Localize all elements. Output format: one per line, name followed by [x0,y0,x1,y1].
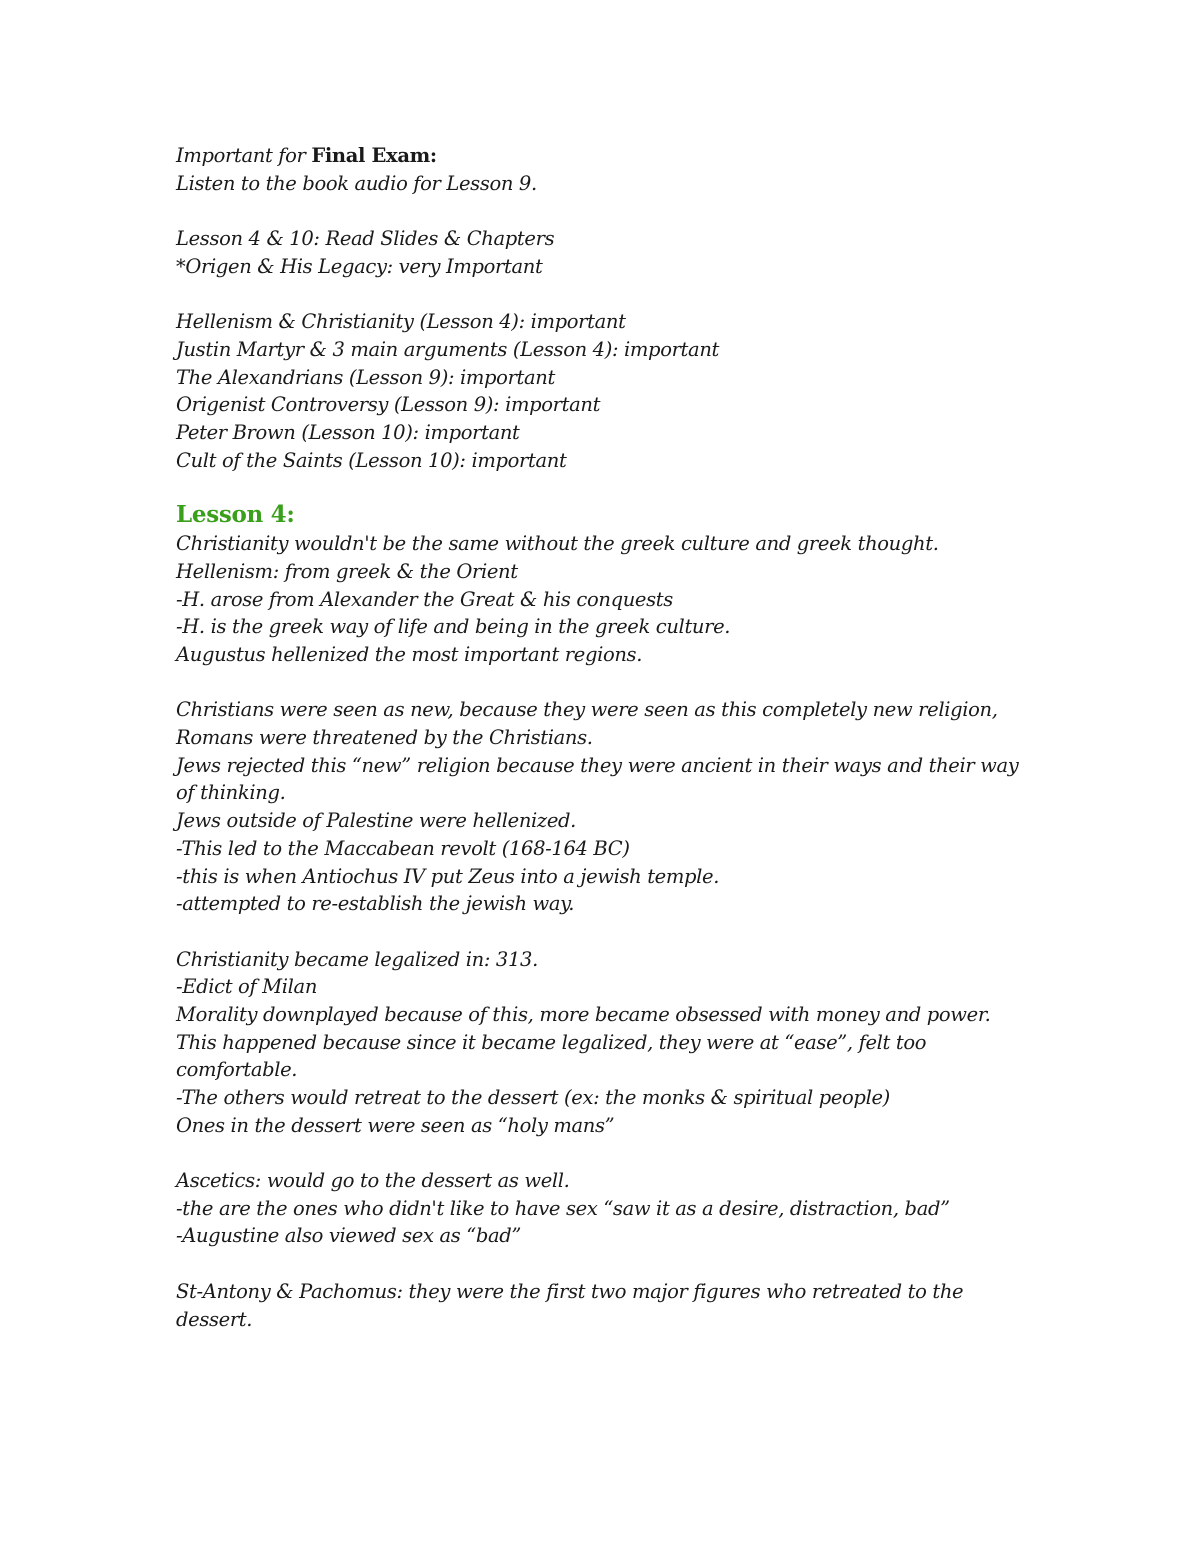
note-line: of thinking. [176,781,286,805]
lesson-4-heading: Lesson 4: [176,501,295,529]
note-line: Christianity became legalized in: 313. [176,947,538,971]
final-exam-label: Final Exam: [311,144,437,167]
note-line: -Augustine also viewed sex as “bad” [176,1224,522,1248]
note-line: dessert. [176,1307,253,1331]
note-line: Ascetics: would go to the dessert as well. [176,1169,570,1193]
topic-line: Cult of the Saints (Lesson 10): important [176,448,567,472]
reading-line-2: *Origen & His Legacy: very Important [176,254,543,278]
note-line: Morality downplayed because of this, more became obsessed with money and power. [176,1002,991,1026]
spacer [176,1139,1056,1167]
note-line: -The others would retreat to the dessert (ex: the monks & spiritual people) [176,1086,890,1109]
reading-line-1: Lesson 4 & 10: Read Slides & Chapters [176,227,555,251]
note-line: St-Antony & Pachomus: they were the first two major figures who retreated to the [176,1279,964,1303]
spacer [176,197,1056,225]
topic-line: The Alexandrians (Lesson 9): important [176,365,555,389]
topic-line: Justin Martyr & 3 main arguments (Lesson 4): important [176,337,720,361]
note-line: Christians were seen as new, because they were seen as this completely new religion, [176,698,998,722]
note-line: -H. is the greek way of life and being in the greek culture. [176,615,731,639]
topic-line: Peter Brown (Lesson 10): important [176,420,520,444]
note-line: -the are the ones who didn't like to have sex “saw it as a desire, distraction, bad” [176,1196,950,1220]
intro-italic-text: Important for [176,144,312,167]
note-line: Augustus hellenized the most important regions. [176,643,643,666]
document-page [176,142,1056,1333]
note-line: Jews outside of Palestine were hellenized. [176,809,577,833]
note-line: -this is when Antiochus IV put Zeus into a jewish temple. [176,864,720,888]
note-line: -Edict of Milan [176,975,318,999]
exam-intro-line [176,142,1056,170]
topic-line: Origenist Controversy (Lesson 9): important [176,393,601,417]
note-line: Christianity wouldn't be the same without the greek culture and greek thought. [176,532,939,556]
spacer [176,918,1056,946]
note-line: Ones in the dessert were seen as “holy mans” [176,1113,615,1137]
note-line: Hellenism: from greek & the Orient [176,559,518,583]
spacer [176,280,1056,308]
note-line: comfortable. [176,1058,298,1082]
note-line: -attempted to re-establish the jewish way. [176,892,575,916]
topic-line: Hellenism & Christianity (Lesson 4): important [176,310,626,334]
spacer [176,474,1056,500]
note-line: This happened because since it became legalized, they were at “ease”, felt too [176,1030,927,1054]
spacer [176,1250,1056,1278]
note-line: Romans were threatened by the Christians. [176,726,593,750]
note-line: -This led to the Maccabean revolt (168-164 BC) [176,836,630,860]
note-line: Jews rejected this “new” religion because they were ancient in their ways and their way [176,753,1019,777]
spacer [176,669,1056,697]
listen-line: Listen to the book audio for Lesson 9. [176,171,537,195]
note-line: -H. arose from Alexander the Great & his conquests [176,587,673,611]
